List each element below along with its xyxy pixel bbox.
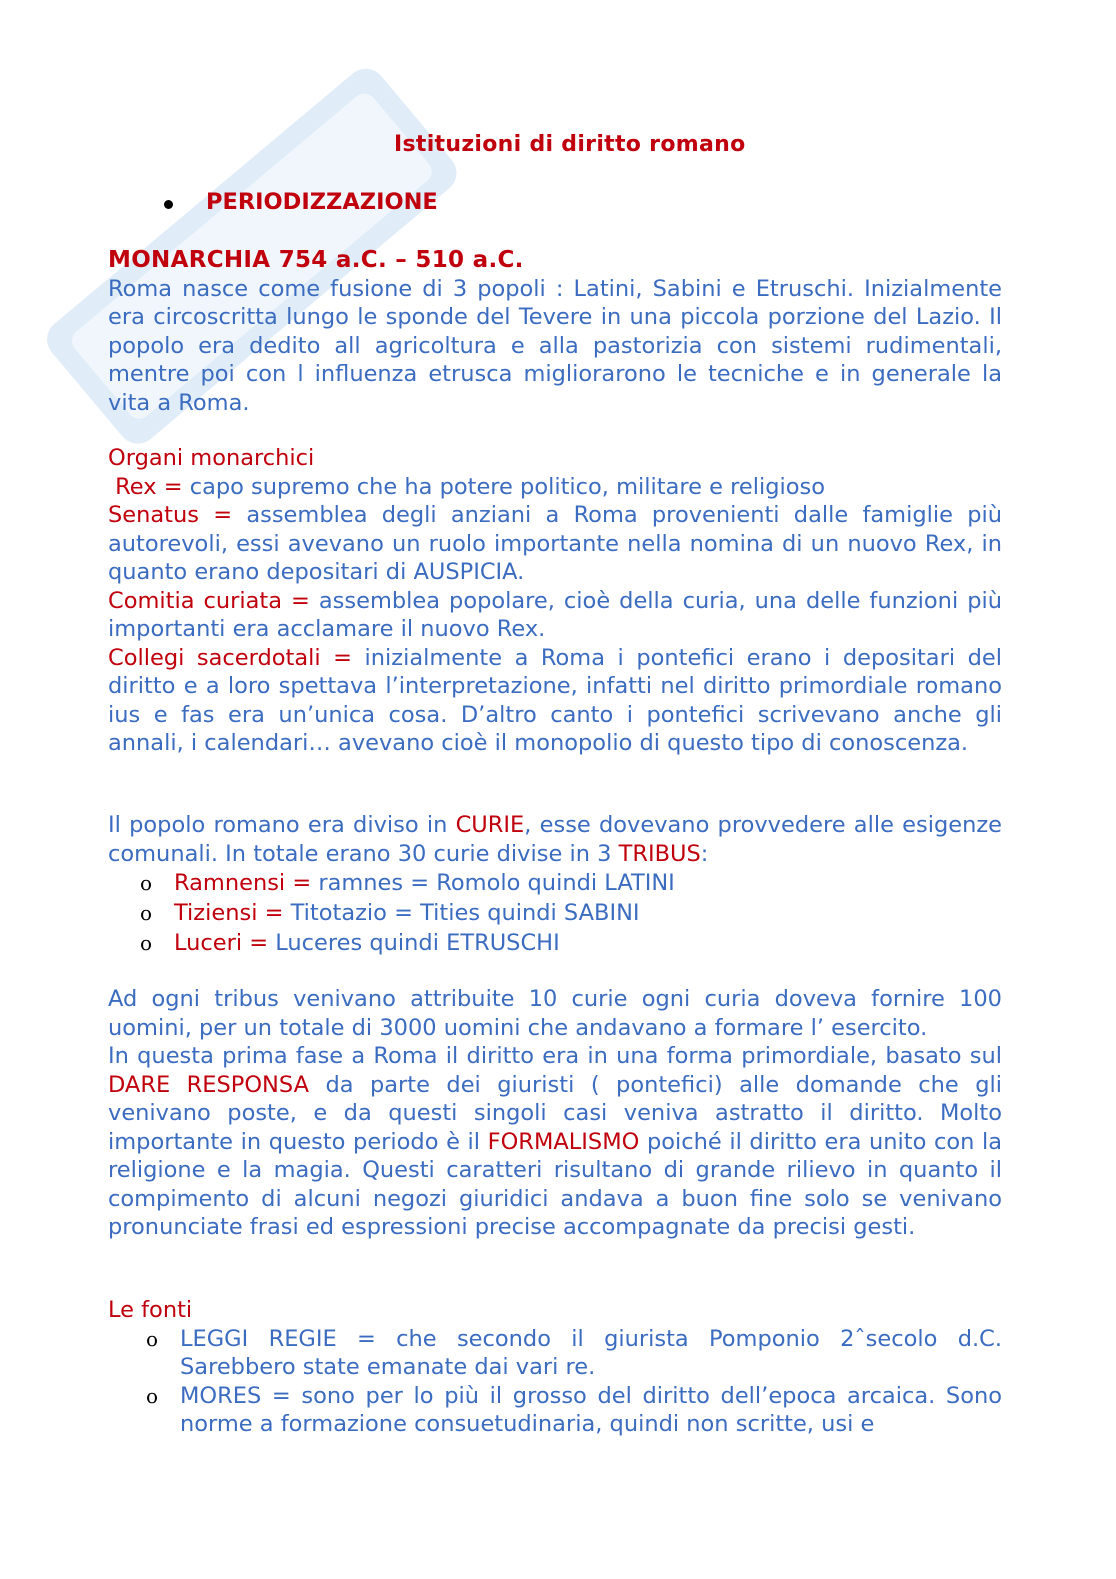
esercito-paragraph: Ad ogni tribus venivano attribuite 10 curie ogni curia doveva fornire 100 uomini, per un totale di 3000 uomini che andavano a formare l’ esercito.	[108, 986, 1002, 1041]
curie-paragraph	[108, 811, 1002, 868]
collegi-term: Collegi sacerdotali =	[108, 644, 352, 671]
tribus-def: Luceres quindi ETRUSCHI	[275, 930, 560, 956]
organi-section	[108, 444, 1002, 758]
comitia-definition	[108, 587, 1002, 644]
comitia-term: Comitia curiata =	[108, 587, 310, 614]
hollow-bullet-icon: o	[146, 1326, 159, 1351]
tribus-list	[108, 868, 1002, 958]
monarchia-section	[108, 246, 1002, 417]
section-label: PERIODIZZAZIONE	[206, 189, 438, 215]
hollow-bullet-icon: o	[146, 1383, 159, 1408]
list-item	[108, 868, 1002, 898]
fonte-text: LEGGI REGIE = che secondo il giurista Pomponio 2ˆsecolo d.C. Sarebbero state emanate dai vari re.	[180, 1325, 1002, 1380]
list-item	[108, 1325, 1002, 1382]
diritto-text-3: poiché il diritto era unito con la religione e la magia. Questi caratteri risultano di grande rilievo in quanto il compimento di alcuni negozi giuridici andava a buon fine solo se venivano pronunciate frasi ed espressioni precise accompagnate da precisi gesti.	[108, 1128, 1002, 1240]
organi-heading: Organi monarchici	[108, 445, 315, 471]
list-item	[108, 1382, 1002, 1439]
rex-definition	[108, 473, 1002, 502]
fonti-heading: Le fonti	[108, 1297, 193, 1323]
tribus-def: Titotazio = Tities quindi SABINI	[290, 900, 640, 926]
fonti-list	[108, 1325, 1002, 1439]
tribus-term: Ramnensi =	[174, 870, 312, 896]
tribus-term: TRIBUS	[618, 840, 701, 867]
list-item	[108, 928, 1002, 958]
tribus-term: Luceri =	[174, 930, 269, 956]
fonti-section	[108, 1296, 1002, 1439]
fonte-text: MORES = sono per lo più il grosso del diritto dell’epoca arcaica. Sono norme a formazione consuetudinaria, quindi non scritte, usi e	[180, 1382, 1002, 1437]
diritto-paragraph	[108, 1042, 1002, 1242]
curie-text-2: , esse dovevano provvedere alle esigenze comunali. In totale erano 30 curie divise in 3	[108, 812, 1002, 867]
esercito-section	[108, 985, 1002, 1242]
rex-term: Rex =	[115, 473, 183, 500]
senatus-definition	[108, 501, 1002, 587]
rex-def: capo supremo che ha potere politico, militare e religioso	[189, 473, 826, 500]
monarchia-intro: Roma nasce come fusione di 3 popoli : Latini, Sabini e Etruschi. Inizialmente era circoscritta lungo le sponde del Tevere in una piccola porzione del Lazio. Il popolo era dedito all agricoltura e alla pastorizia con sistemi rudimentali, mentre poi con l influenza etrusca migliorarono le tecniche e in generale la vita a Roma.	[108, 275, 1002, 416]
comitia-def: assemblea popolare, cioè della curia, una delle funzioni più importanti era acclamare il nuovo Rex.	[108, 587, 1002, 642]
curie-term: CURIE	[455, 812, 525, 838]
collegi-definition	[108, 644, 1002, 758]
tribus-def: ramnes = Romolo quindi LATINI	[318, 870, 675, 896]
dare-responsa-term: DARE RESPONSA	[108, 1071, 309, 1098]
monarchia-heading: MONARCHIA 754 a.C. – 510 a.C.	[108, 247, 524, 273]
diritto-text-1: In questa prima fase a Roma il diritto era in una forma primordiale, basato sul	[108, 1043, 1002, 1069]
hollow-bullet-icon: o	[140, 901, 153, 925]
document-title: Istituzioni di diritto romano	[394, 132, 746, 157]
senatus-def: assemblea degli anziani a Roma provenienti dalle famiglie più autorevoli, essi avevano un ruolo importante nella nomina di un nuovo Rex, in quanto erano depositari di AUSPICIA.	[108, 502, 1002, 585]
senatus-term: Senatus =	[108, 502, 233, 528]
curie-text-1: Il popolo romano era diviso in	[108, 812, 448, 838]
list-item	[108, 898, 1002, 928]
formalismo-term: FORMALISMO	[487, 1128, 640, 1155]
bullet-icon	[164, 200, 173, 209]
hollow-bullet-icon: o	[140, 871, 153, 895]
tribus-term: Tiziensi =	[174, 900, 284, 926]
collegi-def: inizialmente a Roma i pontefici erano i depositari del diritto e a loro spettava l’interpretazione, infatti nel diritto primordiale romano ius e fas era un’unica cosa. D’altro canto i pontefici scrivevano anche gli annali, i calendari… avevano cioè il monopolio di questo tipo di conoscenza.	[108, 644, 1002, 756]
curie-text-3: :	[700, 840, 709, 867]
hollow-bullet-icon: o	[140, 931, 153, 955]
curie-section	[108, 811, 1002, 958]
diritto-text-2: da parte dei giuristi ( pontefici) alle domande che gli venivano poste, e da questi singoli casi veniva astratto il diritto. Molto importante in questo periodo è il	[108, 1071, 1002, 1155]
section-periodizzazione	[170, 188, 438, 217]
